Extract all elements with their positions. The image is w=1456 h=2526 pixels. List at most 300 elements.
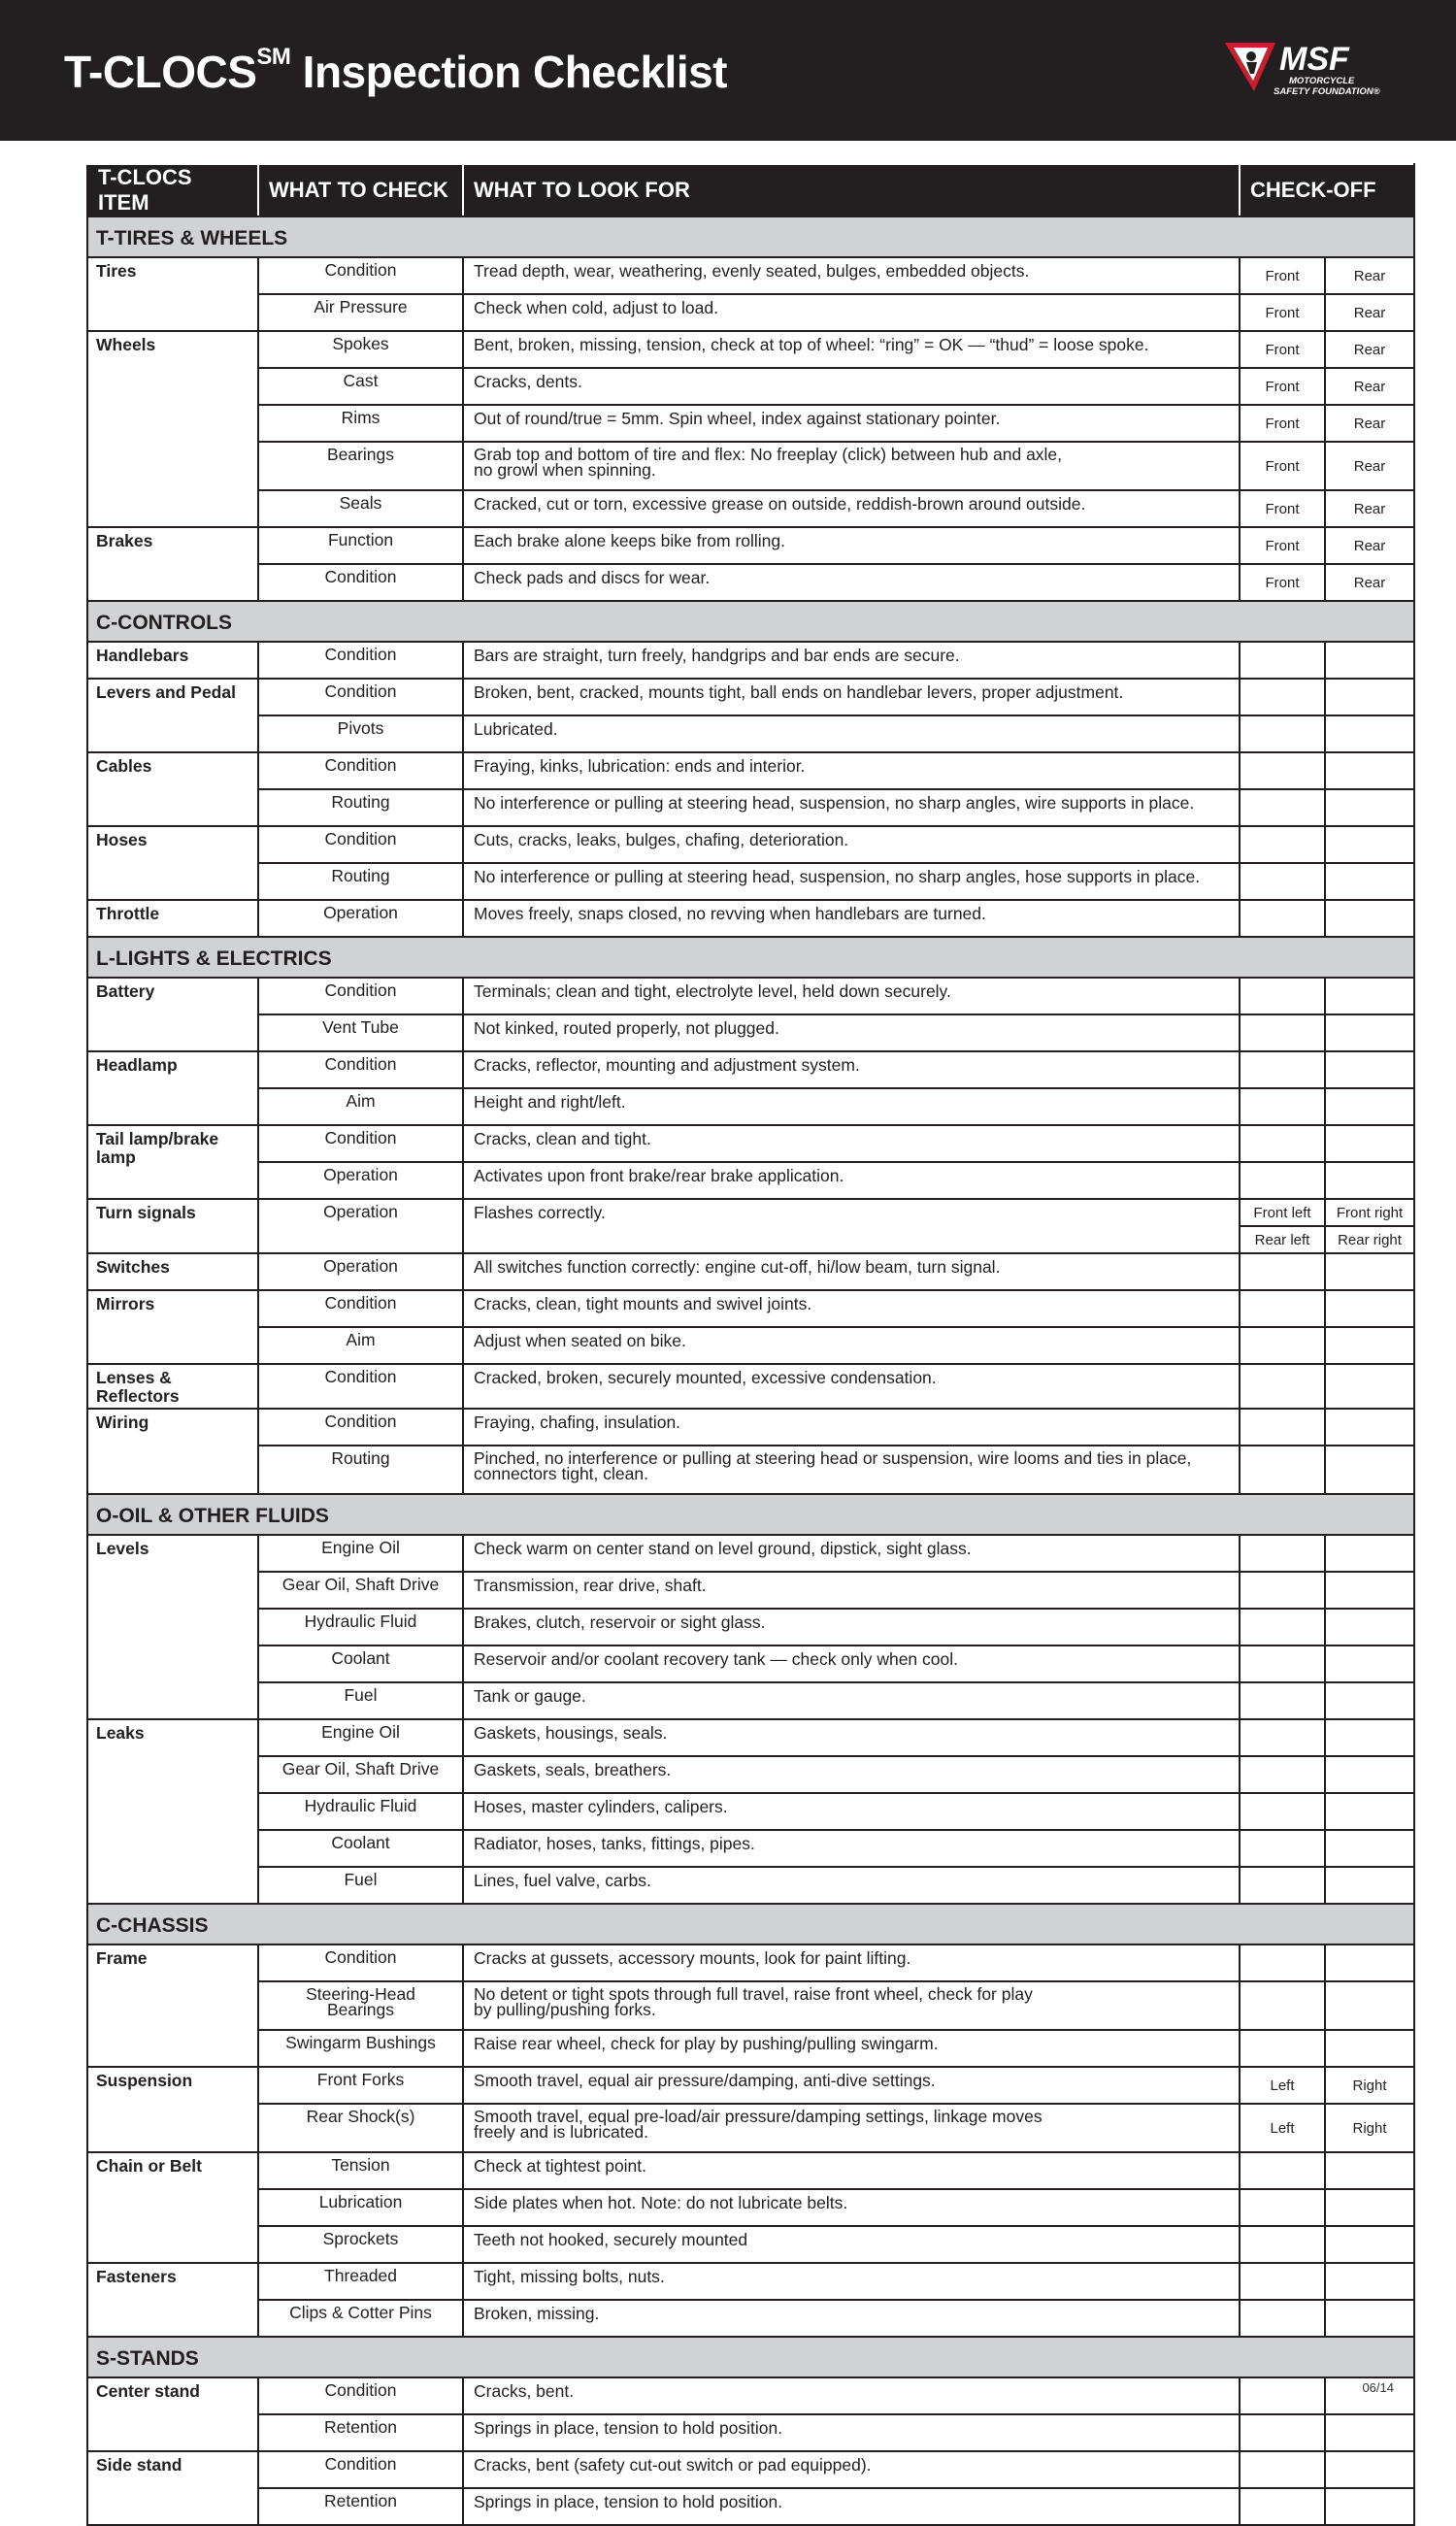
table-row: [87, 368, 1414, 405]
what-to-look-for: Cuts, cracks, leaks, bulges, chafing, deterioration.: [463, 826, 1240, 863]
table-row: [87, 1535, 1414, 1572]
table-row: [87, 1830, 1414, 1867]
table-row: [87, 527, 1414, 564]
checkoff-box[interactable]: Front: [1240, 294, 1325, 331]
table-row: [87, 331, 1414, 368]
checkoff-box[interactable]: [1240, 1446, 1325, 1494]
what-to-check: Condition: [258, 826, 463, 863]
checkoff-box[interactable]: [1325, 2189, 1414, 2226]
table-row: [87, 1125, 1414, 1162]
column-header-checkoff: CHECK-OFF: [1240, 164, 1414, 216]
table-row: [87, 1290, 1414, 1327]
what-to-check: Fuel: [258, 1682, 463, 1719]
table-row: [87, 1867, 1414, 1904]
checkoff-box[interactable]: [1240, 1125, 1325, 1162]
table-row: [87, 789, 1414, 826]
checkoff-box[interactable]: [1240, 2451, 1325, 2488]
what-to-check: Engine Oil: [258, 1535, 463, 1572]
table-row: [87, 1253, 1414, 1290]
what-to-check: Steering-Head Bearings: [258, 1981, 463, 2030]
checkoff-box[interactable]: [1240, 1609, 1325, 1645]
column-header-check: WHAT TO CHECK: [258, 164, 463, 216]
what-to-check: Condition: [258, 1290, 463, 1327]
what-to-look-for: Adjust when seated on bike.: [463, 1327, 1240, 1364]
what-to-check: Pivots: [258, 715, 463, 752]
checkoff-box[interactable]: [1325, 789, 1414, 826]
what-to-check: Rear Shock(s): [258, 2104, 463, 2152]
what-to-look-for: Grab top and bottom of tire and flex: No freeplay (click) between hub and axle, no growl when spinning.: [463, 442, 1240, 490]
what-to-check: Condition: [258, 752, 463, 789]
checkoff-box[interactable]: [1240, 826, 1325, 863]
what-to-look-for: Cracked, broken, securely mounted, excessive condensation.: [463, 1364, 1240, 1409]
what-to-look-for: Broken, bent, cracked, mounts tight, ball ends on handlebar levers, proper adjustment.: [463, 679, 1240, 715]
what-to-check: Condition: [258, 564, 463, 601]
section-header-row: [87, 2337, 1414, 2377]
table-row: [87, 2104, 1414, 2152]
what-to-check: Air Pressure: [258, 294, 463, 331]
table-row: [87, 1014, 1414, 1051]
checkoff-box[interactable]: [1325, 1867, 1414, 1904]
what-to-look-for: No detent or tight spots through full travel, raise front wheel, check for play by pulling/pushing forks.: [463, 1981, 1240, 2030]
checkoff-box[interactable]: [1240, 1682, 1325, 1719]
checkoff-box[interactable]: [1240, 2263, 1325, 2300]
checkoff-box[interactable]: Right: [1325, 2104, 1414, 2152]
section-title: T-TIRES & WHEELS: [87, 216, 1414, 257]
what-to-look-for: Tread depth, wear, weathering, evenly seated, bulges, embedded objects.: [463, 257, 1240, 294]
what-to-check: Seals: [258, 490, 463, 527]
checkoff-box[interactable]: [1240, 1645, 1325, 1682]
what-to-check: Routing: [258, 1446, 463, 1494]
what-to-look-for: Tank or gauge.: [463, 1682, 1240, 1719]
what-to-look-for: Cracks, reflector, mounting and adjustment system.: [463, 1051, 1240, 1088]
what-to-look-for: Radiator, hoses, tanks, fittings, pipes.: [463, 1830, 1240, 1867]
what-to-check: Retention: [258, 2488, 463, 2525]
table-row: [87, 1572, 1414, 1609]
table-row: [87, 1199, 1414, 1226]
table-row: [87, 2451, 1414, 2488]
what-to-look-for: Cracks, bent.: [463, 2377, 1240, 2414]
checkoff-box[interactable]: Left: [1240, 2104, 1325, 2152]
table-row: [87, 405, 1414, 442]
what-to-check: Retention: [258, 2414, 463, 2451]
checkoff-box[interactable]: [1240, 2030, 1325, 2067]
what-to-look-for: Moves freely, snaps closed, no revving when handlebars are turned.: [463, 900, 1240, 937]
table-row: [87, 2414, 1414, 2451]
checkoff-box[interactable]: [1240, 679, 1325, 715]
what-to-look-for: Check when cold, adjust to load.: [463, 294, 1240, 331]
checkoff-box[interactable]: [1240, 2488, 1325, 2525]
table-row: [87, 679, 1414, 715]
table-row: [87, 1756, 1414, 1793]
what-to-check: Operation: [258, 1253, 463, 1290]
checkoff-box[interactable]: [1240, 1867, 1325, 1904]
what-to-check: Condition: [258, 679, 463, 715]
item-name: Fasteners: [87, 2263, 258, 2337]
checkoff-box[interactable]: [1240, 1572, 1325, 1609]
what-to-check: Lubrication: [258, 2189, 463, 2226]
table-row: [87, 1981, 1414, 2030]
checkoff-box[interactable]: [1325, 1830, 1414, 1867]
what-to-check: Fuel: [258, 1867, 463, 1904]
checkoff-box[interactable]: Front: [1240, 368, 1325, 405]
what-to-look-for: Bent, broken, missing, tension, check at top of wheel: “ring” = OK — “thud” = loose spoke.: [463, 331, 1240, 368]
checkoff-box[interactable]: [1325, 1981, 1414, 2030]
item-name: Suspension: [87, 2067, 258, 2152]
checkoff-box[interactable]: Right: [1325, 2067, 1414, 2104]
checkoff-box[interactable]: [1325, 752, 1414, 789]
what-to-check: Condition: [258, 642, 463, 679]
section-title: O-OIL & OTHER FLUIDS: [87, 1494, 1414, 1535]
table-row: [87, 564, 1414, 601]
checkoff-box[interactable]: [1240, 715, 1325, 752]
what-to-check: Gear Oil, Shaft Drive: [258, 1756, 463, 1793]
table-row: [87, 2300, 1414, 2337]
table-row: [87, 1409, 1414, 1446]
what-to-check: Tension: [258, 2152, 463, 2189]
checkoff-box[interactable]: [1325, 2451, 1414, 2488]
table-row: [87, 257, 1414, 294]
svg-text:MSF: MSF: [1279, 41, 1349, 78]
item-name: Levers and Pedal: [87, 679, 258, 752]
checkoff-box[interactable]: Rear left: [1240, 1226, 1325, 1253]
item-name: Tires: [87, 257, 258, 331]
table-row: [87, 2030, 1414, 2067]
table-row: [87, 978, 1414, 1014]
checkoff-box[interactable]: [1240, 1793, 1325, 1830]
checkoff-box[interactable]: [1325, 1253, 1414, 1290]
item-name: Levels: [87, 1535, 258, 1719]
what-to-look-for: Pinched, no interference or pulling at steering head or suspension, wire looms and ties in place, connectors tight, clean.: [463, 1446, 1240, 1494]
checkoff-box[interactable]: Front: [1240, 527, 1325, 564]
table-row: [87, 442, 1414, 490]
checkoff-box[interactable]: [1325, 1364, 1414, 1409]
checkoff-box[interactable]: Front: [1240, 564, 1325, 601]
table-row: [87, 2189, 1414, 2226]
checkoff-box[interactable]: [1240, 1535, 1325, 1572]
what-to-look-for: No interference or pulling at steering head, suspension, no sharp angles, wire supports in place.: [463, 789, 1240, 826]
checkoff-box[interactable]: [1240, 978, 1325, 1014]
checkoff-box[interactable]: [1325, 1446, 1414, 1494]
checkoff-box[interactable]: [1240, 900, 1325, 937]
checkoff-box[interactable]: [1240, 1253, 1325, 1290]
section-title: C-CONTROLS: [87, 601, 1414, 642]
what-to-look-for: Springs in place, tension to hold position.: [463, 2414, 1240, 2451]
what-to-look-for: Lubricated.: [463, 715, 1240, 752]
what-to-look-for: Side plates when hot. Note: do not lubricate belts.: [463, 2189, 1240, 2226]
checklist-body: [87, 216, 1414, 2525]
what-to-check: Engine Oil: [258, 1719, 463, 1756]
checkoff-box[interactable]: [1325, 1645, 1414, 1682]
checkoff-box[interactable]: Rear: [1325, 405, 1414, 442]
item-name: Cables: [87, 752, 258, 826]
checkoff-box[interactable]: [1240, 1830, 1325, 1867]
checkoff-box[interactable]: Rear: [1325, 527, 1414, 564]
checkoff-box[interactable]: [1325, 1719, 1414, 1756]
what-to-look-for: Cracks at gussets, accessory mounts, look for paint lifting.: [463, 1944, 1240, 1981]
item-name: Center stand: [87, 2377, 258, 2451]
checkoff-box[interactable]: [1240, 863, 1325, 900]
checkoff-box[interactable]: [1325, 863, 1414, 900]
what-to-look-for: Teeth not hooked, securely mounted: [463, 2226, 1240, 2263]
checkoff-box[interactable]: Rear: [1325, 331, 1414, 368]
section-title: S-STANDS: [87, 2337, 1414, 2377]
checkoff-box[interactable]: Front left: [1240, 1199, 1325, 1226]
item-name: Hoses: [87, 826, 258, 900]
checkoff-box[interactable]: [1325, 1327, 1414, 1364]
checkoff-box[interactable]: [1325, 1793, 1414, 1830]
checkoff-box[interactable]: [1325, 2226, 1414, 2263]
checkoff-box[interactable]: [1325, 2414, 1414, 2451]
checkoff-box[interactable]: [1325, 2030, 1414, 2067]
item-name: Wheels: [87, 331, 258, 527]
what-to-check: Operation: [258, 1162, 463, 1199]
checkoff-box[interactable]: [1240, 642, 1325, 679]
table-row: [87, 1162, 1414, 1199]
checkoff-box[interactable]: [1325, 1535, 1414, 1572]
what-to-check: Aim: [258, 1327, 463, 1364]
table-row: [87, 2377, 1414, 2414]
table-row: [87, 2226, 1414, 2263]
checkoff-box[interactable]: Front: [1240, 257, 1325, 294]
checkoff-box[interactable]: [1240, 2189, 1325, 2226]
checkoff-box[interactable]: [1325, 900, 1414, 937]
checkoff-box[interactable]: [1325, 1290, 1414, 1327]
item-name: Brakes: [87, 527, 258, 601]
checkoff-box[interactable]: [1325, 1051, 1414, 1088]
item-name: Battery: [87, 978, 258, 1051]
item-name: Handlebars: [87, 642, 258, 679]
item-name: Throttle: [87, 900, 258, 937]
what-to-check: Routing: [258, 863, 463, 900]
checkoff-box[interactable]: [1325, 1756, 1414, 1793]
what-to-check: Bearings: [258, 442, 463, 490]
what-to-look-for: Lines, fuel valve, carbs.: [463, 1867, 1240, 1904]
what-to-look-for: Smooth travel, equal pre-load/air pressure/damping settings, linkage moves freely and is lubricated.: [463, 2104, 1240, 2152]
checkoff-box[interactable]: [1240, 2152, 1325, 2189]
page-title: T-CLOCS℠ Inspection Checklist: [64, 44, 728, 97]
checkoff-box[interactable]: Front: [1240, 331, 1325, 368]
what-to-check: Condition: [258, 1364, 463, 1409]
checkoff-box[interactable]: [1240, 1088, 1325, 1125]
what-to-look-for: Smooth travel, equal air pressure/damping, anti-dive settings.: [463, 2067, 1240, 2104]
what-to-check: Coolant: [258, 1645, 463, 1682]
what-to-look-for: Tight, missing bolts, nuts.: [463, 2263, 1240, 2300]
item-name: Headlamp: [87, 1051, 258, 1125]
column-header-look: WHAT TO LOOK FOR: [463, 164, 1240, 216]
checkoff-box[interactable]: [1325, 2152, 1414, 2189]
checkoff-box[interactable]: Rear right: [1325, 1226, 1414, 1253]
what-to-look-for: Hoses, master cylinders, calipers.: [463, 1793, 1240, 1830]
what-to-look-for: Fraying, kinks, lubrication: ends and interior.: [463, 752, 1240, 789]
item-name: Leaks: [87, 1719, 258, 1904]
what-to-look-for: Cracks, clean and tight.: [463, 1125, 1240, 1162]
checkoff-box[interactable]: Rear: [1325, 490, 1414, 527]
what-to-look-for: Check pads and discs for wear.: [463, 564, 1240, 601]
checkoff-box[interactable]: [1325, 978, 1414, 1014]
checkoff-box[interactable]: [1240, 2414, 1325, 2451]
what-to-check: Rims: [258, 405, 463, 442]
checkoff-box[interactable]: [1240, 789, 1325, 826]
table-row: [87, 1719, 1414, 1756]
what-to-check: Vent Tube: [258, 1014, 463, 1051]
what-to-look-for: Cracked, cut or torn, excessive grease on outside, reddish-brown around outside.: [463, 490, 1240, 527]
checkoff-box[interactable]: [1240, 752, 1325, 789]
table-row: [87, 1051, 1414, 1088]
what-to-check: Operation: [258, 900, 463, 937]
checkoff-box[interactable]: [1240, 1162, 1325, 1199]
checkoff-box[interactable]: [1240, 2300, 1325, 2337]
what-to-check: Swingarm Bushings: [258, 2030, 463, 2067]
checkoff-box[interactable]: [1325, 826, 1414, 863]
checkoff-box[interactable]: [1325, 1088, 1414, 1125]
item-name: Lenses & Reflectors: [87, 1364, 258, 1409]
table-row: [87, 2067, 1414, 2104]
table-row: [87, 1645, 1414, 1682]
section-header-row: [87, 601, 1414, 642]
what-to-look-for: Brakes, clutch, reservoir or sight glass.: [463, 1609, 1240, 1645]
what-to-check: Aim: [258, 1088, 463, 1125]
what-to-check: Hydraulic Fluid: [258, 1793, 463, 1830]
what-to-check: Condition: [258, 1944, 463, 1981]
checkoff-box[interactable]: [1325, 2263, 1414, 2300]
what-to-look-for: Cracks, clean, tight mounts and swivel joints.: [463, 1290, 1240, 1327]
svg-text:SAFETY FOUNDATION®: SAFETY FOUNDATION®: [1274, 86, 1380, 97]
checkoff-box[interactable]: [1240, 1981, 1325, 2030]
checkoff-box[interactable]: Rear: [1325, 257, 1414, 294]
section-title: C-CHASSIS: [87, 1904, 1414, 1944]
checkoff-box[interactable]: [1240, 1290, 1325, 1327]
what-to-look-for: Out of round/true = 5mm. Spin wheel, index against stationary pointer.: [463, 405, 1240, 442]
item-name: Frame: [87, 1944, 258, 2067]
checkoff-box[interactable]: [1325, 1409, 1414, 1446]
table-row: [87, 1446, 1414, 1494]
checkoff-box[interactable]: [1325, 679, 1414, 715]
what-to-look-for: Cracks, dents.: [463, 368, 1240, 405]
what-to-look-for: Gaskets, seals, breathers.: [463, 1756, 1240, 1793]
item-name: Turn signals: [87, 1199, 258, 1253]
what-to-look-for: No interference or pulling at steering head, suspension, no sharp angles, hose supports in place.: [463, 863, 1240, 900]
checkoff-box[interactable]: [1325, 1682, 1414, 1719]
checkoff-box[interactable]: [1240, 1327, 1325, 1364]
checkoff-box[interactable]: [1240, 1409, 1325, 1446]
what-to-look-for: Raise rear wheel, check for play by pushing/pulling swingarm.: [463, 2030, 1240, 2067]
what-to-look-for: Not kinked, routed properly, not plugged.: [463, 1014, 1240, 1051]
what-to-check: Cast: [258, 368, 463, 405]
item-name: Tail lamp/brake lamp: [87, 1125, 258, 1199]
inspection-checklist-table: [86, 163, 1415, 2526]
what-to-look-for: Each brake alone keeps bike from rolling.: [463, 527, 1240, 564]
what-to-check: Routing: [258, 789, 463, 826]
section-header-row: [87, 937, 1414, 978]
checkoff-box[interactable]: [1240, 1051, 1325, 1088]
table-row: [87, 1088, 1414, 1125]
what-to-look-for: Springs in place, tension to hold position.: [463, 2488, 1240, 2525]
what-to-check: Condition: [258, 1051, 463, 1088]
what-to-look-for: Gaskets, housings, seals.: [463, 1719, 1240, 1756]
table-row: [87, 1793, 1414, 1830]
checkoff-box[interactable]: [1325, 1944, 1414, 1981]
table-row: [87, 715, 1414, 752]
checkoff-box[interactable]: [1325, 1162, 1414, 1199]
checkoff-box[interactable]: [1325, 715, 1414, 752]
checkoff-box[interactable]: Left: [1240, 2067, 1325, 2104]
checkoff-box[interactable]: [1240, 1719, 1325, 1756]
checkoff-box[interactable]: Rear: [1325, 442, 1414, 490]
what-to-check: Condition: [258, 1409, 463, 1446]
item-name: Mirrors: [87, 1290, 258, 1364]
checkoff-box[interactable]: [1325, 1014, 1414, 1051]
checkoff-box[interactable]: Front: [1240, 442, 1325, 490]
checkoff-box[interactable]: [1325, 642, 1414, 679]
table-row: [87, 642, 1414, 679]
what-to-look-for: Fraying, chafing, insulation.: [463, 1409, 1240, 1446]
what-to-look-for: Flashes correctly.: [463, 1199, 1240, 1253]
section-header-row: [87, 216, 1414, 257]
checkoff-box[interactable]: [1240, 1014, 1325, 1051]
what-to-check: Operation: [258, 1199, 463, 1253]
checkoff-box[interactable]: Front right: [1325, 1199, 1414, 1226]
what-to-check: Function: [258, 527, 463, 564]
checkoff-box[interactable]: [1240, 1756, 1325, 1793]
checkoff-box[interactable]: [1325, 1125, 1414, 1162]
checkoff-box[interactable]: Rear: [1325, 294, 1414, 331]
table-row: [87, 752, 1414, 789]
checkoff-box[interactable]: Front: [1240, 405, 1325, 442]
checkoff-box[interactable]: [1325, 2488, 1414, 2525]
table-row: [87, 1609, 1414, 1645]
what-to-check: Threaded: [258, 2263, 463, 2300]
what-to-look-for: Broken, missing.: [463, 2300, 1240, 2337]
msf-logo-icon: [1225, 37, 1390, 101]
checkoff-box[interactable]: [1325, 1572, 1414, 1609]
checkoff-box[interactable]: Rear: [1325, 368, 1414, 405]
what-to-check: Condition: [258, 2451, 463, 2488]
checkoff-box[interactable]: Rear: [1325, 564, 1414, 601]
checkoff-box[interactable]: [1240, 1364, 1325, 1409]
checkoff-box[interactable]: Front: [1240, 490, 1325, 527]
what-to-check: Sprockets: [258, 2226, 463, 2263]
what-to-check: Front Forks: [258, 2067, 463, 2104]
what-to-look-for: Terminals; clean and tight, electrolyte level, held down securely.: [463, 978, 1240, 1014]
checkoff-box[interactable]: [1240, 2226, 1325, 2263]
checkoff-box[interactable]: [1325, 2300, 1414, 2337]
what-to-look-for: Reservoir and/or coolant recovery tank — check only when cool.: [463, 1645, 1240, 1682]
section-header-row: [87, 1494, 1414, 1535]
what-to-check: Condition: [258, 1125, 463, 1162]
item-name: Side stand: [87, 2451, 258, 2525]
what-to-look-for: Transmission, rear drive, shaft.: [463, 1572, 1240, 1609]
table-row: [87, 2488, 1414, 2525]
what-to-look-for: Check warm on center stand on level ground, dipstick, sight glass.: [463, 1535, 1240, 1572]
section-title: L-LIGHTS & ELECTRICS: [87, 937, 1414, 978]
what-to-check: Condition: [258, 257, 463, 294]
checkoff-box[interactable]: [1325, 1609, 1414, 1645]
what-to-check: Condition: [258, 2377, 463, 2414]
revision-date: 06/14: [1362, 2380, 1394, 2395]
what-to-check: Spokes: [258, 331, 463, 368]
table-row: [87, 294, 1414, 331]
item-name: Chain or Belt: [87, 2152, 258, 2263]
what-to-look-for: All switches function correctly: engine cut-off, hi/low beam, turn signal.: [463, 1253, 1240, 1290]
what-to-check: Gear Oil, Shaft Drive: [258, 1572, 463, 1609]
section-header-row: [87, 1904, 1414, 1944]
column-header-item: T-CLOCS ITEM: [87, 164, 258, 216]
table-header-row: [87, 164, 1414, 216]
checkoff-box[interactable]: [1240, 2377, 1325, 2414]
checkoff-box[interactable]: [1240, 1944, 1325, 1981]
what-to-look-for: Activates upon front brake/rear brake application.: [463, 1162, 1240, 1199]
table-row: [87, 1364, 1414, 1409]
